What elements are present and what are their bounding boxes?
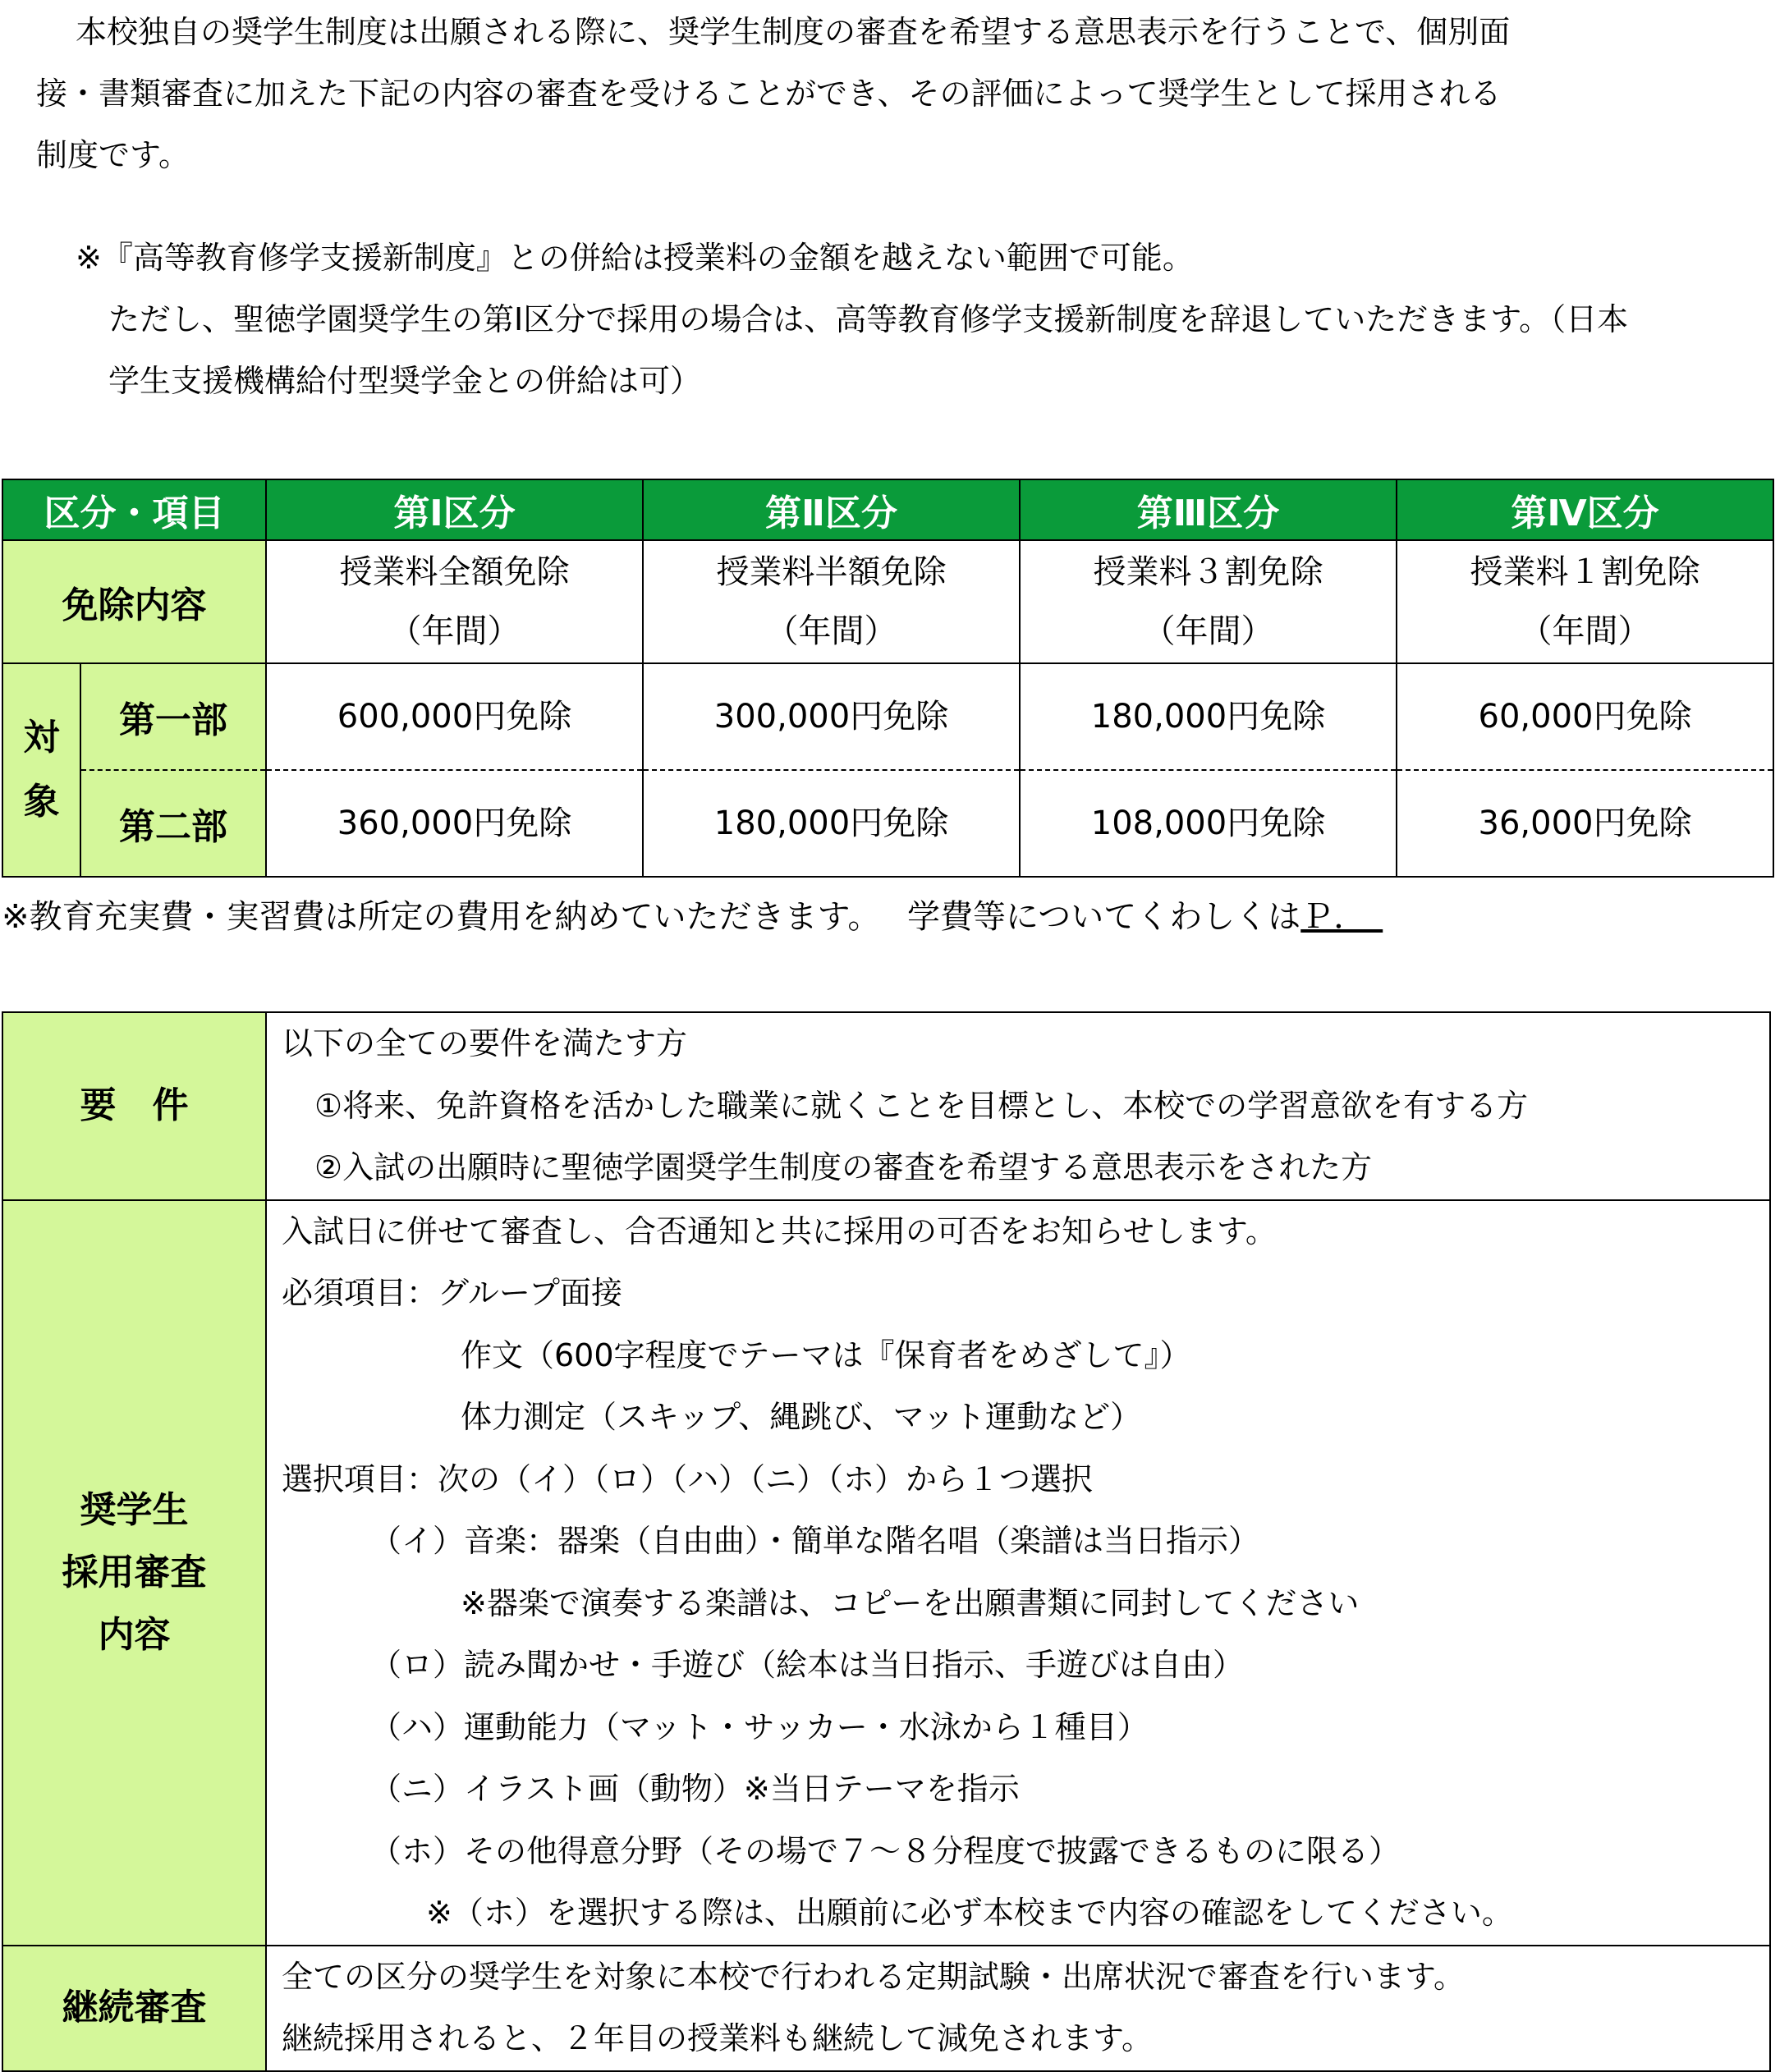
exemption-cell: [643, 540, 1020, 663]
screening-line: 入試日に併せて審査し、合否通知と共に採用の可否をお知らせします。: [282, 1212, 1277, 1249]
requirements-row: [2, 1012, 1770, 1200]
exemption-period: （年間）: [1519, 612, 1651, 650]
amount-cell: 300,000円免除: [643, 663, 1020, 770]
table-header-row: [2, 479, 1773, 540]
screening-line: （イ）音楽：器楽（自由曲）・簡単な階名唱（楽譜は当日指示）: [370, 1523, 1260, 1559]
screening-line: ※（ホ）を選択する際は、出願前に必ず本校まで内容の確認をしてください。: [426, 1895, 1513, 1931]
target-label-char: 象: [23, 781, 60, 823]
fee-note-text: ※教育充実費・実習費は所定の費用を納めていただきます。 学費等についてくわしくは: [2, 898, 1301, 936]
part2-label: 第二部: [80, 770, 266, 877]
amount-cell: 60,000円免除: [1397, 663, 1773, 770]
requirements-label: 要 件: [2, 1012, 266, 1200]
amount-cell: 180,000円免除: [643, 770, 1020, 877]
header-class-2: 第Ⅱ区分: [643, 479, 1020, 540]
exemption-cell: [1397, 540, 1773, 663]
screening-line: ※器楽で演奏する楽譜は、コピーを出願書類に同封してください: [461, 1584, 1360, 1621]
note-line: 学生支援機構給付型奨学金との併給は可）: [108, 363, 702, 399]
fee-note: [2, 891, 1383, 937]
screening-line: （ハ）運動能力（マット・サッカー・水泳から１種目）: [370, 1708, 1149, 1745]
concurrent-note: [76, 227, 1628, 412]
header-class-4: 第Ⅳ区分: [1397, 479, 1773, 540]
exemption-text: 授業料１割免除: [1470, 553, 1700, 591]
requirements-line: ②入試の出願時に聖徳学園奨学生制度の審査を希望する意思表示をされた方: [314, 1149, 1373, 1185]
continuation-label: 継続審査: [2, 1946, 266, 2071]
exemption-text: 授業料半額免除: [716, 553, 947, 591]
amount-cell: 36,000円免除: [1397, 770, 1773, 877]
note-line: ただし、聖徳学園奨学生の第Ⅰ区分で採用の場合は、高等教育修学支援新制度を辞退していただきます。（日本: [108, 301, 1629, 337]
screening-line: 選択項目：次の（イ）（ロ）（ハ）（ニ）（ホ）から１つ選択: [282, 1460, 1094, 1497]
requirements-body: [266, 1012, 1770, 1200]
screening-label-line: 奨学生: [80, 1488, 189, 1531]
screening-line: 必須項目：グループ面接: [282, 1275, 622, 1311]
exemption-period: （年間）: [388, 612, 521, 650]
screening-body: [266, 1200, 1770, 1946]
intro-line: 接・書類審査に加えた下記の内容の審査を受けることができ、その評価によって奨学生として採用される: [36, 76, 1502, 112]
intro-line: 制度です。: [36, 137, 190, 173]
header-class-1: 第Ⅰ区分: [266, 479, 643, 540]
exemption-cell: [1020, 540, 1397, 663]
amount-cell: 360,000円免除: [266, 770, 643, 877]
exemption-table: [2, 479, 1774, 878]
continuation-row: [2, 1946, 1770, 2071]
header-category: 区分・項目: [2, 479, 266, 540]
screening-label-line: 採用審査: [62, 1551, 207, 1593]
screening-row: [2, 1200, 1770, 1946]
header-class-3: 第Ⅲ区分: [1020, 479, 1397, 540]
intro-line: 本校独自の奨学生制度は出願される際に、奨学生制度の審査を希望する意思表示を行うことで、個別面: [76, 14, 1511, 50]
exemption-text: 授業料全額免除: [339, 553, 570, 591]
amount-cell: 108,000円免除: [1020, 770, 1397, 877]
screening-line: 体力測定（スキップ、縄跳び、マット運動など）: [461, 1399, 1142, 1435]
scholarship-details-table: [2, 1011, 1771, 2072]
continuation-line: 継続採用されると、２年目の授業料も継続して減免されます。: [282, 2020, 1153, 2056]
part1-row: [2, 663, 1773, 770]
screening-line: （ロ）読み聞かせ・手遊び（絵本は当日指示、手遊びは自由）: [370, 1647, 1245, 1683]
page-reference: Ｐ．: [1300, 898, 1383, 936]
exemption-text: 授業料３割免除: [1093, 553, 1323, 591]
exemption-period: （年間）: [1142, 612, 1274, 650]
intro-paragraph: [36, 2, 1785, 186]
exemption-row: [2, 540, 1773, 663]
screening-line: （ホ）その他得意分野（その場で７～８分程度で披露できるものに限る）: [370, 1832, 1401, 1869]
continuation-body: [266, 1946, 1770, 2071]
screening-label-line: 内容: [98, 1613, 171, 1656]
exemption-cell: [266, 540, 643, 663]
note-line: ※『高等教育修学支援新制度』との併給は授業料の金額を越えない範囲で可能。: [76, 240, 1194, 276]
screening-line: 作文（600字程度でテーマは『保育者をめざして』）: [461, 1336, 1191, 1373]
target-label-char: 対: [23, 717, 60, 759]
screening-label: [2, 1200, 266, 1946]
exemption-label: 免除内容: [2, 540, 266, 663]
requirements-line: 以下の全ての要件を満たす方: [282, 1025, 688, 1061]
requirements-line: ①将来、免許資格を活かした職業に就くことを目標とし、本校での学習意欲を有する方: [314, 1087, 1529, 1124]
screening-line: （ニ）イラスト画（動物）※当日テーマを指示: [370, 1771, 1020, 1807]
amount-cell: 180,000円免除: [1020, 663, 1397, 770]
continuation-line: 全ての区分の奨学生を対象に本校で行われる定期試験・出席状況で審査を行います。: [282, 1958, 1465, 1995]
exemption-period: （年間）: [765, 612, 897, 650]
part1-label: 第一部: [80, 663, 266, 770]
target-label: [2, 663, 80, 877]
part2-row: [2, 770, 1773, 877]
amount-cell: 600,000円免除: [266, 663, 643, 770]
